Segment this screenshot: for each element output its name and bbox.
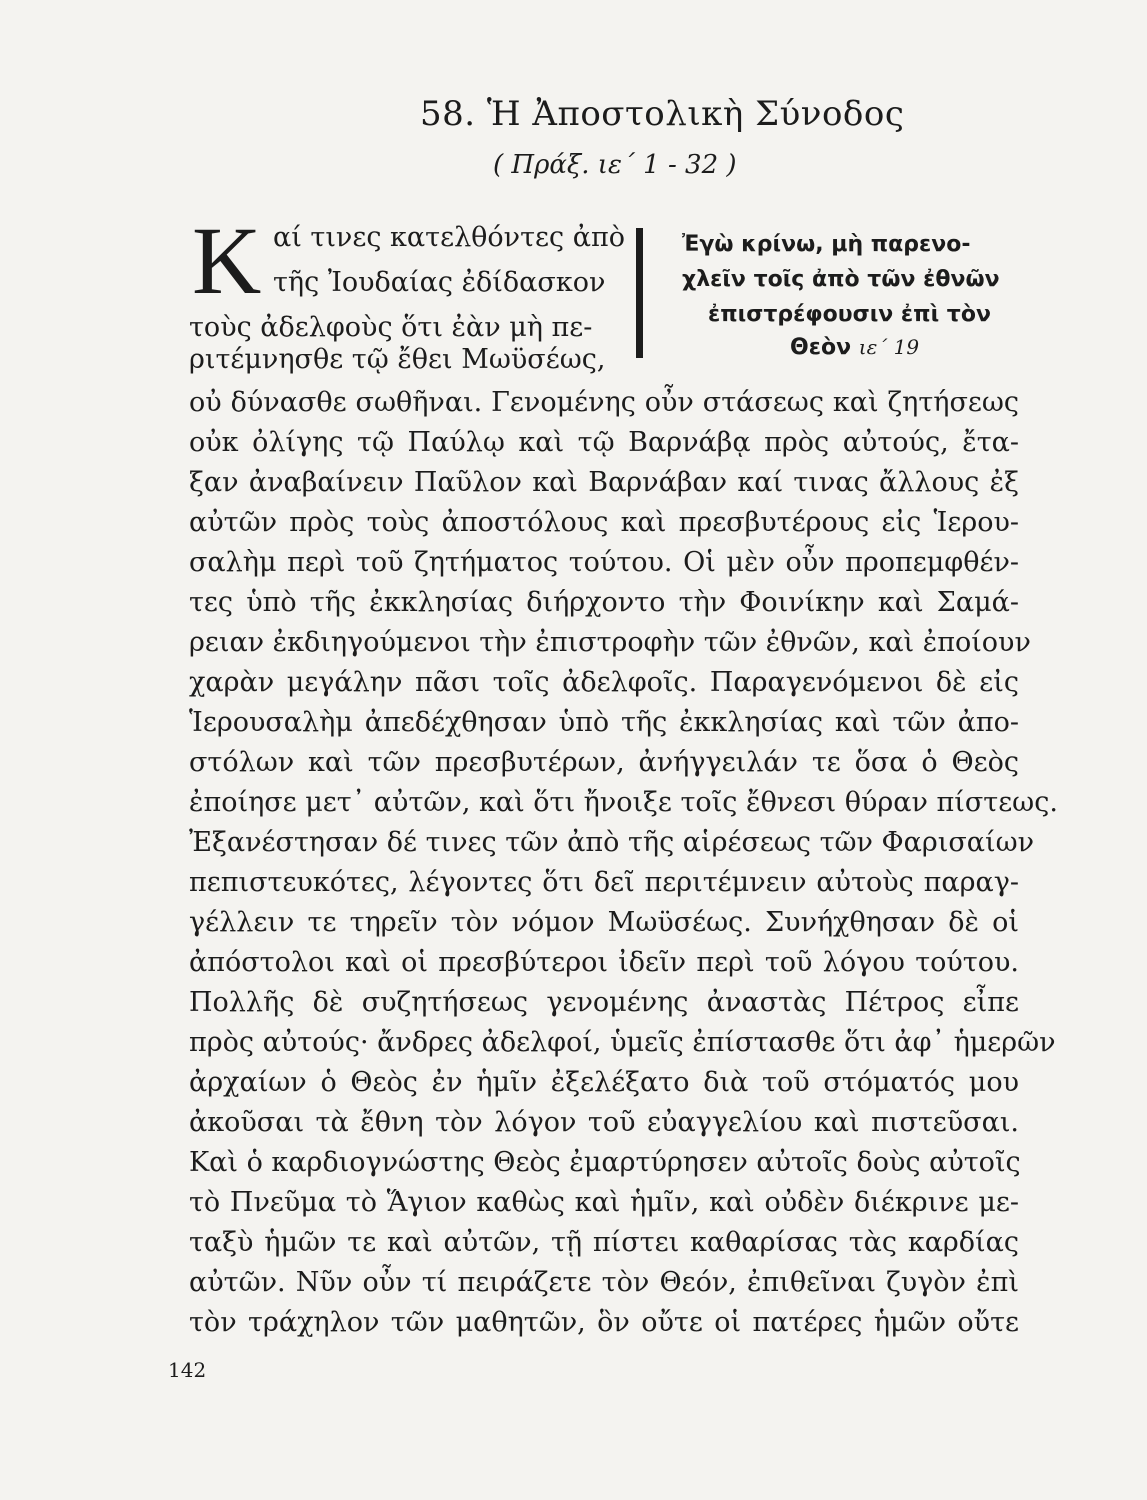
sidebar-quote-line: Θεὸν [790,335,852,360]
body-line: ἐποίησε μετ᾽ αὐτῶν, καὶ ὅτι ἤνοιξε τοῖς ἔθνεσι θύραν πίστεως. [189,787,1058,818]
body-line: Καὶ ὁ καρδιογνώστης Θεὸς ἐμαρτύρησεν αὐτοῖς δοὺς αὐτοῖς [189,1147,1021,1178]
body-line: Ἐξανέστησαν δέ τινες τῶν ἀπὸ τῆς αἱρέσεως τῶν Φαρισαίων [189,827,1035,858]
body-line: τες ὑπὸ τῆς ἐκκλησίας διήρχοντο τὴν Φοινίκην καὶ Σαμά- [189,587,1019,618]
sidebar-quote-line: χλεῖν τοῖς ἀπὸ τῶν ἐθνῶν [682,267,1000,292]
body-line: ρειαν ἐκδιηγούμενοι τὴν ἐπιστροφὴν τῶν ἐθνῶν, καὶ ἐποίουν [189,627,1031,658]
body-line: αὐτῶν πρὸς τοὺς ἀποστόλους καὶ πρεσβυτέρους εἰς Ἱερου- [189,507,1019,538]
body-line: γέλλειν τε τηρεῖν τὸν νόμον Μωϋσέως. Συνήχθησαν δὲ οἱ [189,907,1019,938]
scripture-reference: ( Πράξ. ιε΄ 1 - 32 ) [493,150,737,180]
sidebar-rule [636,228,643,358]
body-line: πεπιστευκότες, λέγοντες ὅτι δεῖ περιτέμνειν αὐτοὺς παραγ- [189,867,1019,898]
body-line: αὐτῶν. Νῦν οὖν τί πειράζετε τὸν Θεόν, ἐπιθεῖναι ζυγὸν ἐπὶ [189,1267,1019,1298]
body-line: τὸν τράχηλον τῶν μαθητῶν, ὃν οὔτε οἱ πατέρες ἡμῶν οὔτε [189,1307,1019,1338]
body-line: Ἱερουσαλὴμ ἀπεδέχθησαν ὑπὸ τῆς ἐκκλησίας καὶ τῶν ἀπο- [189,707,1019,738]
sidebar-quote-last-line [790,330,919,365]
body-line: οὐ δύνασθε σωθῆναι. Γενομένης οὖν στάσεως καὶ ζητήσεως [189,387,1019,418]
sidebar-quote-ref: ιε΄ 19 [858,335,920,359]
drop-cap: Κ [192,207,262,314]
body-line: ἀρχαίων ὁ Θεὸς ἐν ἡμῖν ἐξελέξατο διὰ τοῦ στόματός μου [189,1067,1019,1098]
body-line: Πολλῆς δὲ συζητήσεως γενομένης ἀναστὰς Πέτρος εἶπε [189,987,1019,1018]
body-line: ταξὺ ἡμῶν τε καὶ αὐτῶν, τῇ πίστει καθαρίσας τὰς καρδίας [189,1227,1019,1258]
page-number: 142 [168,1358,207,1382]
opening-line: τοὺς ἀδελφοὺς ὅτι ἐὰν μὴ πε- [189,312,593,343]
sidebar-quote-line: Ἐγὼ κρίνω, μὴ παρενο- [682,232,971,257]
opening-line: αί τινες κατελθόντες ἀπὸ [273,222,625,253]
body-line: στόλων καὶ τῶν πρεσβυτέρων, ἀνήγγειλάν τε ὅσα ὁ Θεὸς [189,747,1019,778]
body-line: οὐκ ὀλίγης τῷ Παύλῳ καὶ τῷ Βαρνάβᾳ πρὸς αὐτούς, ἔτα- [189,427,1019,458]
opening-line: ριτέμνησθε τῷ ἔθει Μωϋσέως, [189,344,606,375]
body-line: χαρὰν μεγάλην πᾶσι τοῖς ἀδελφοῖς. Παραγενόμενοι δὲ εἰς [189,667,1019,698]
sidebar-quote-line: ἐπιστρέφουσιν ἐπὶ τὸν [708,302,991,327]
body-line: ἀπόστολοι καὶ οἱ πρεσβύτεροι ἰδεῖν περὶ τοῦ λόγου τούτου. [189,947,1019,978]
chapter-title: 58. Ἡ Ἀποστολικὴ Σύνοδος [420,94,905,134]
body-line: ἀκοῦσαι τὰ ἔθνη τὸν λόγον τοῦ εὐαγγελίου καὶ πιστεῦσαι. [189,1107,1019,1138]
body-line: πρὸς αὐτούς· ἄνδρες ἀδελφοί, ὑμεῖς ἐπίστασθε ὅτι ἀφ᾽ ἡμερῶν [189,1027,1056,1058]
body-line: τὸ Πνεῦμα τὸ Ἅγιον καθὼς καὶ ἡμῖν, καὶ οὐδὲν διέκρινε με- [189,1187,1019,1218]
opening-line: τῆς Ἰουδαίας ἐδίδασκον [273,267,606,298]
body-line: ξαν ἀναβαίνειν Παῦλον καὶ Βαρνάβαν καί τινας ἄλλους ἐξ [189,467,1019,498]
body-line: σαλὴμ περὶ τοῦ ζητήματος τούτου. Οἱ μὲν οὖν προπεμφθέν- [189,547,1019,578]
